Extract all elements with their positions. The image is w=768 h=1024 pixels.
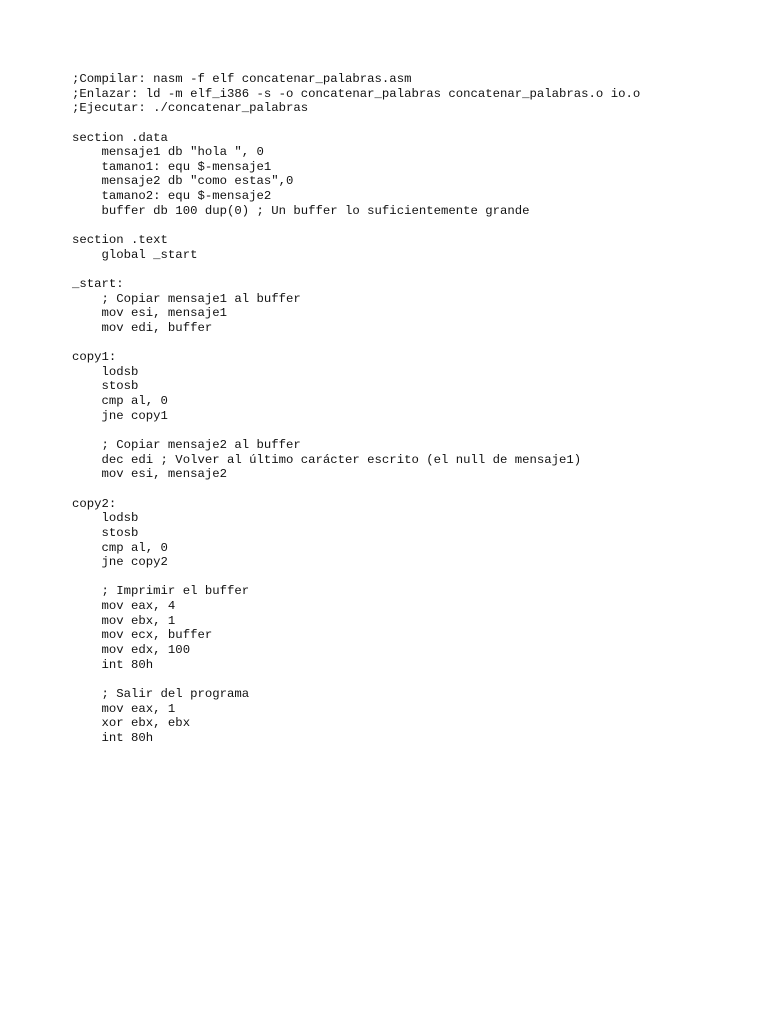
code-line: section .data (72, 130, 168, 145)
assembly-code-block (72, 72, 640, 745)
code-line: global _start (72, 247, 198, 262)
code-line: tamano1: equ $-mensaje1 (72, 159, 272, 174)
code-line: dec edi ; Volver al último carácter escrito (el null de mensaje1) (72, 452, 582, 467)
code-line: ;Compilar: nasm -f elf concatenar_palabras.asm (72, 72, 412, 86)
code-line: mov ecx, buffer (72, 628, 213, 643)
code-line: mensaje2 db "como estas",0 (72, 174, 294, 189)
code-line: jne copy1 (72, 408, 168, 423)
code-line: ; Copiar mensaje2 al buffer (72, 438, 301, 453)
code-line: section .text (72, 233, 168, 248)
code-line: mov edi, buffer (72, 320, 213, 335)
code-line (72, 336, 640, 351)
code-line: int 80h (72, 657, 154, 672)
code-line: tamano2: equ $-mensaje2 (72, 189, 272, 204)
code-line: cmp al, 0 (72, 540, 168, 555)
code-line: stosb (72, 379, 139, 394)
code-line: buffer db 100 dup(0) ; Un buffer lo suficientemente grande (72, 203, 530, 218)
code-line: cmp al, 0 (72, 394, 168, 409)
code-line: copy2: (72, 496, 117, 511)
code-line: ; Copiar mensaje1 al buffer (72, 291, 301, 306)
code-line: ;Enlazar: ld -m elf_i386 -s -o concatenar_palabras concatenar_palabras.o io.o (72, 86, 641, 101)
code-line (72, 116, 640, 131)
code-line: mov eax, 1 (72, 701, 176, 716)
code-line: stosb (72, 525, 139, 540)
code-line: _start: (72, 276, 124, 291)
code-line: jne copy2 (72, 555, 168, 570)
code-line: ; Imprimir el buffer (72, 584, 250, 599)
code-line (72, 482, 640, 497)
code-line: mensaje1 db "hola ", 0 (72, 145, 264, 160)
code-line: mov esi, mensaje2 (72, 467, 227, 482)
code-line (72, 672, 640, 687)
code-line: ;Ejecutar: ./concatenar_palabras (72, 101, 309, 116)
code-line: mov eax, 4 (72, 599, 176, 614)
code-line: mov ebx, 1 (72, 613, 176, 628)
code-line: copy1: (72, 350, 117, 365)
code-line: lodsb (72, 364, 139, 379)
code-line: mov esi, mensaje1 (72, 306, 227, 321)
code-line (72, 262, 640, 277)
code-line (72, 423, 640, 438)
code-line: mov edx, 100 (72, 642, 191, 657)
code-line: lodsb (72, 511, 139, 526)
code-line (72, 570, 640, 585)
code-line: int 80h (72, 730, 154, 745)
code-line: xor ebx, ebx (72, 716, 191, 731)
code-line (72, 218, 640, 233)
code-line: ; Salir del programa (72, 686, 250, 701)
